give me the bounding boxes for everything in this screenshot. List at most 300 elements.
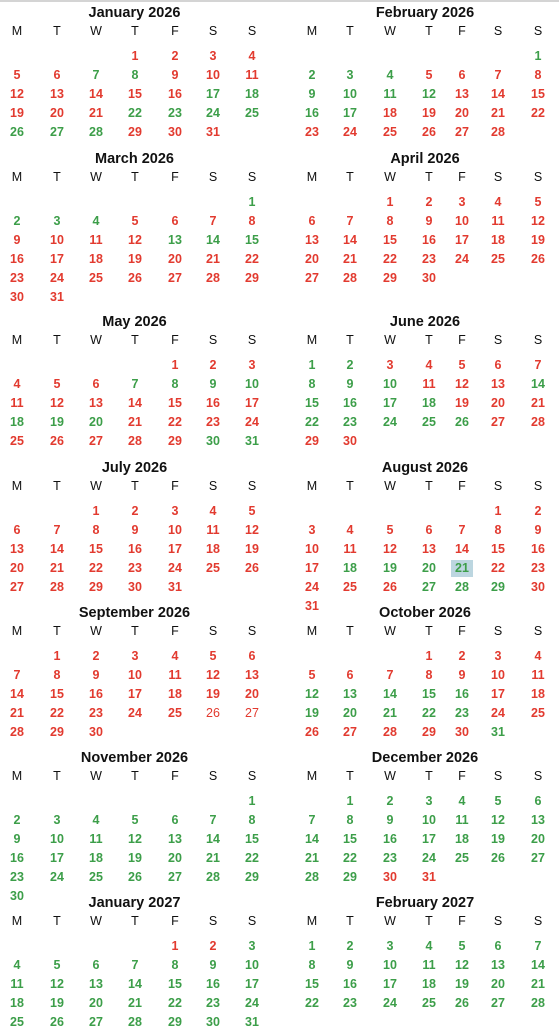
calendar-day[interactable]: 31 [245,434,259,448]
calendar-day[interactable]: 7 [494,68,502,82]
calendar-day[interactable]: 13 [343,687,357,701]
calendar-day[interactable]: 10 [305,542,319,556]
calendar-day[interactable]: 19 [422,106,436,120]
calendar-day[interactable]: 21 [531,977,545,991]
calendar-day[interactable]: 2 [308,68,316,82]
calendar-day[interactable]: 3 [248,939,256,953]
calendar-day[interactable]: 4 [13,958,21,972]
calendar-day[interactable]: 26 [245,561,259,575]
calendar-day[interactable]: 14 [206,233,220,247]
calendar-day[interactable]: 6 [171,214,179,228]
calendar-day[interactable]: 2 [13,813,21,827]
calendar-day[interactable]: 19 [383,561,397,575]
calendar-day[interactable]: 9 [13,832,21,846]
calendar-day[interactable]: 26 [50,434,64,448]
calendar-day[interactable]: 23 [206,996,220,1010]
calendar-day[interactable]: 2 [346,358,354,372]
calendar-day[interactable]: 30 [206,434,220,448]
calendar-day[interactable]: 16 [343,977,357,991]
calendar-day[interactable]: 6 [171,813,179,827]
calendar-day[interactable]: 15 [245,233,259,247]
calendar-day[interactable]: 19 [531,233,545,247]
calendar-day[interactable]: 24 [206,106,220,120]
calendar-day[interactable]: 30 [168,125,182,139]
calendar-day[interactable]: 22 [383,252,397,266]
calendar-day[interactable]: 12 [531,214,545,228]
calendar-day[interactable]: 14 [383,687,397,701]
calendar-day[interactable]: 5 [209,649,217,663]
calendar-day[interactable]: 28 [531,415,545,429]
calendar-day[interactable]: 8 [308,958,316,972]
calendar-day[interactable]: 17 [305,561,319,575]
calendar-day[interactable]: 5 [494,794,502,808]
calendar-day[interactable]: 21 [383,706,397,720]
calendar-day[interactable]: 7 [209,214,217,228]
calendar-day[interactable]: 12 [245,523,259,537]
calendar-day[interactable]: 8 [534,68,542,82]
calendar-day[interactable]: 10 [422,813,436,827]
calendar-day[interactable]: 27 [491,415,505,429]
calendar-day[interactable]: 28 [383,725,397,739]
calendar-day[interactable]: 4 [92,214,100,228]
calendar-day[interactable]: 21 [343,252,357,266]
calendar-day[interactable]: 12 [455,958,469,972]
calendar-day[interactable]: 15 [128,87,142,101]
calendar-day[interactable]: 7 [386,668,394,682]
calendar-day[interactable]: 3 [346,68,354,82]
calendar-day[interactable]: 13 [168,832,182,846]
calendar-day-today[interactable]: 21 [451,560,473,577]
calendar-day[interactable]: 30 [128,580,142,594]
calendar-day[interactable]: 10 [343,87,357,101]
calendar-day[interactable]: 28 [206,271,220,285]
calendar-day[interactable]: 30 [531,580,545,594]
calendar-day[interactable]: 6 [92,958,100,972]
calendar-day[interactable]: 7 [53,523,61,537]
calendar-day[interactable]: 11 [206,523,220,537]
calendar-day[interactable]: 27 [50,125,64,139]
calendar-day[interactable]: 18 [89,252,103,266]
calendar-day[interactable]: 29 [245,870,259,884]
calendar-day[interactable]: 7 [92,68,100,82]
calendar-day[interactable]: 13 [422,542,436,556]
calendar-day[interactable]: 30 [422,271,436,285]
calendar-day[interactable]: 9 [425,214,433,228]
calendar-day[interactable]: 20 [491,977,505,991]
calendar-day[interactable]: 22 [89,561,103,575]
calendar-day[interactable]: 21 [10,706,24,720]
calendar-day[interactable]: 13 [89,977,103,991]
calendar-day[interactable]: 29 [491,580,505,594]
calendar-day[interactable]: 25 [168,706,182,720]
calendar-day[interactable]: 5 [458,939,466,953]
calendar-day[interactable]: 1 [248,794,256,808]
calendar-day[interactable]: 20 [343,706,357,720]
calendar-day[interactable]: 11 [245,68,259,82]
calendar-day[interactable]: 4 [248,49,256,63]
calendar-day[interactable]: 14 [305,832,319,846]
calendar-day[interactable]: 23 [531,561,545,575]
calendar-day[interactable]: 23 [343,996,357,1010]
calendar-day[interactable]: 15 [422,687,436,701]
calendar-day[interactable]: 14 [128,396,142,410]
calendar-day[interactable]: 3 [386,939,394,953]
calendar-day[interactable]: 27 [10,580,24,594]
calendar-day[interactable]: 12 [50,396,64,410]
calendar-day[interactable]: 16 [383,832,397,846]
calendar-day[interactable]: 24 [455,252,469,266]
calendar-day[interactable]: 24 [422,851,436,865]
calendar-day[interactable]: 11 [89,832,103,846]
calendar-day[interactable]: 20 [50,106,64,120]
calendar-day[interactable]: 9 [308,87,316,101]
calendar-day[interactable]: 1 [131,49,139,63]
calendar-day[interactable]: 19 [455,977,469,991]
calendar-day[interactable]: 17 [245,396,259,410]
calendar-day[interactable]: 20 [168,252,182,266]
calendar-day[interactable]: 5 [534,195,542,209]
calendar-day[interactable]: 9 [131,523,139,537]
calendar-day[interactable]: 4 [494,195,502,209]
calendar-day[interactable]: 11 [343,542,357,556]
calendar-day[interactable]: 23 [168,106,182,120]
calendar-day[interactable]: 17 [491,687,505,701]
calendar-day[interactable]: 22 [305,415,319,429]
calendar-day[interactable]: 10 [128,668,142,682]
calendar-day[interactable]: 18 [10,415,24,429]
calendar-day[interactable]: 6 [494,358,502,372]
calendar-day[interactable]: 27 [343,725,357,739]
calendar-day[interactable]: 1 [308,358,316,372]
calendar-day[interactable]: 1 [248,195,256,209]
calendar-day[interactable]: 5 [425,68,433,82]
calendar-day[interactable]: 16 [10,252,24,266]
calendar-day[interactable]: 5 [131,214,139,228]
calendar-day[interactable]: 28 [491,125,505,139]
calendar-day[interactable]: 3 [131,649,139,663]
calendar-day[interactable]: 1 [53,649,61,663]
calendar-day[interactable]: 23 [10,271,24,285]
calendar-day[interactable]: 17 [168,542,182,556]
calendar-day[interactable]: 12 [422,87,436,101]
calendar-day[interactable]: 6 [346,668,354,682]
calendar-day[interactable]: 24 [383,415,397,429]
calendar-day[interactable]: 21 [128,415,142,429]
calendar-day[interactable]: 29 [245,271,259,285]
calendar-day[interactable]: 3 [494,649,502,663]
calendar-day[interactable]: 18 [491,233,505,247]
calendar-day[interactable]: 27 [245,706,259,720]
calendar-day[interactable]: 21 [89,106,103,120]
calendar-day[interactable]: 12 [383,542,397,556]
calendar-day[interactable]: 15 [383,233,397,247]
calendar-day[interactable]: 4 [458,794,466,808]
calendar-day[interactable]: 20 [245,687,259,701]
calendar-day[interactable]: 29 [50,725,64,739]
calendar-day[interactable]: 14 [10,687,24,701]
calendar-day[interactable]: 26 [422,125,436,139]
calendar-day[interactable]: 5 [308,668,316,682]
calendar-day[interactable]: 26 [10,125,24,139]
calendar-day[interactable]: 25 [422,996,436,1010]
calendar-day[interactable]: 26 [128,271,142,285]
calendar-day[interactable]: 2 [209,358,217,372]
calendar-day[interactable]: 9 [458,668,466,682]
calendar-day[interactable]: 6 [248,649,256,663]
calendar-day[interactable]: 28 [455,580,469,594]
calendar-day[interactable]: 2 [346,939,354,953]
calendar-day[interactable]: 23 [10,870,24,884]
calendar-day[interactable]: 26 [128,870,142,884]
calendar-day[interactable]: 19 [10,106,24,120]
calendar-day[interactable]: 15 [89,542,103,556]
calendar-day[interactable]: 1 [425,649,433,663]
calendar-day[interactable]: 13 [491,958,505,972]
calendar-day[interactable]: 23 [128,561,142,575]
calendar-day[interactable]: 23 [89,706,103,720]
calendar-day[interactable]: 25 [383,125,397,139]
calendar-day[interactable]: 17 [343,106,357,120]
calendar-day[interactable]: 10 [383,377,397,391]
calendar-day[interactable]: 5 [53,958,61,972]
calendar-day[interactable]: 1 [346,794,354,808]
calendar-day[interactable]: 16 [10,851,24,865]
calendar-day[interactable]: 28 [531,996,545,1010]
calendar-day[interactable]: 15 [491,542,505,556]
calendar-day[interactable]: 13 [10,542,24,556]
calendar-day[interactable]: 1 [171,358,179,372]
calendar-day[interactable]: 8 [346,813,354,827]
calendar-day[interactable]: 27 [305,271,319,285]
calendar-day[interactable]: 15 [50,687,64,701]
calendar-day[interactable]: 25 [89,271,103,285]
calendar-day[interactable]: 4 [92,813,100,827]
calendar-day[interactable]: 7 [308,813,316,827]
calendar-day[interactable]: 26 [383,580,397,594]
calendar-day[interactable]: 29 [305,434,319,448]
calendar-day[interactable]: 9 [346,377,354,391]
calendar-day[interactable]: 22 [245,851,259,865]
calendar-day[interactable]: 10 [491,668,505,682]
calendar-day[interactable]: 26 [455,415,469,429]
calendar-day[interactable]: 12 [128,233,142,247]
calendar-day[interactable]: 12 [305,687,319,701]
calendar-day[interactable]: 11 [89,233,103,247]
calendar-day[interactable]: 1 [92,504,100,518]
calendar-day[interactable]: 18 [531,687,545,701]
calendar-day[interactable]: 6 [92,377,100,391]
calendar-day[interactable]: 24 [245,996,259,1010]
calendar-day[interactable]: 14 [128,977,142,991]
calendar-day[interactable]: 6 [494,939,502,953]
calendar-day[interactable]: 21 [206,252,220,266]
calendar-day[interactable]: 7 [131,958,139,972]
calendar-day[interactable]: 26 [50,1015,64,1029]
calendar-day[interactable]: 31 [491,725,505,739]
calendar-day[interactable]: 25 [531,706,545,720]
calendar-day[interactable]: 22 [128,106,142,120]
calendar-day[interactable]: 8 [494,523,502,537]
calendar-day[interactable]: 31 [168,580,182,594]
calendar-day[interactable]: 20 [531,832,545,846]
calendar-day[interactable]: 22 [168,996,182,1010]
calendar-day[interactable]: 18 [89,851,103,865]
calendar-day[interactable]: 2 [171,49,179,63]
calendar-day[interactable]: 2 [386,794,394,808]
calendar-day[interactable]: 26 [531,252,545,266]
calendar-day[interactable]: 13 [89,396,103,410]
calendar-day[interactable]: 29 [383,271,397,285]
calendar-day[interactable]: 23 [422,252,436,266]
calendar-day[interactable]: 5 [248,504,256,518]
calendar-day[interactable]: 10 [50,233,64,247]
calendar-day[interactable]: 31 [422,870,436,884]
calendar-day[interactable]: 28 [305,870,319,884]
calendar-day[interactable]: 9 [171,68,179,82]
calendar-day[interactable]: 27 [168,271,182,285]
calendar-day[interactable]: 15 [531,87,545,101]
calendar-day[interactable]: 28 [343,271,357,285]
calendar-day[interactable]: 25 [491,252,505,266]
calendar-day[interactable]: 9 [209,958,217,972]
calendar-day[interactable]: 16 [89,687,103,701]
calendar-day[interactable]: 16 [305,106,319,120]
calendar-day[interactable]: 9 [92,668,100,682]
calendar-day[interactable]: 6 [53,68,61,82]
calendar-day[interactable]: 8 [248,813,256,827]
calendar-day[interactable]: 4 [13,377,21,391]
calendar-day[interactable]: 26 [305,725,319,739]
calendar-day[interactable]: 14 [531,958,545,972]
calendar-day[interactable]: 14 [343,233,357,247]
calendar-day[interactable]: 4 [386,68,394,82]
calendar-day[interactable]: 24 [305,580,319,594]
calendar-day[interactable]: 30 [89,725,103,739]
calendar-day[interactable]: 20 [168,851,182,865]
calendar-day[interactable]: 24 [383,996,397,1010]
calendar-day[interactable]: 19 [50,415,64,429]
calendar-day[interactable]: 30 [10,290,24,304]
calendar-day[interactable]: 19 [491,832,505,846]
calendar-day[interactable]: 27 [531,851,545,865]
calendar-day[interactable]: 21 [50,561,64,575]
calendar-day[interactable]: 18 [383,106,397,120]
calendar-day[interactable]: 27 [89,434,103,448]
calendar-day[interactable]: 1 [494,504,502,518]
calendar-day[interactable]: 29 [422,725,436,739]
calendar-day[interactable]: 19 [245,542,259,556]
calendar-day[interactable]: 24 [168,561,182,575]
calendar-day[interactable]: 21 [531,396,545,410]
calendar-day[interactable]: 10 [455,214,469,228]
calendar-day[interactable]: 10 [383,958,397,972]
calendar-day[interactable]: 5 [13,68,21,82]
calendar-day[interactable]: 30 [455,725,469,739]
calendar-day[interactable]: 1 [534,49,542,63]
calendar-day[interactable]: 5 [386,523,394,537]
calendar-day[interactable]: 4 [346,523,354,537]
calendar-day[interactable]: 28 [206,870,220,884]
calendar-day[interactable]: 4 [209,504,217,518]
calendar-day[interactable]: 15 [168,396,182,410]
calendar-day[interactable]: 15 [343,832,357,846]
calendar-day[interactable]: 19 [206,687,220,701]
calendar-day[interactable]: 15 [305,396,319,410]
calendar-day[interactable]: 12 [455,377,469,391]
calendar-day[interactable]: 8 [386,214,394,228]
calendar-day[interactable]: 11 [491,214,505,228]
calendar-day[interactable]: 3 [53,214,61,228]
calendar-day[interactable]: 3 [171,504,179,518]
calendar-day[interactable]: 30 [383,870,397,884]
calendar-day[interactable]: 2 [92,649,100,663]
calendar-day[interactable]: 20 [89,415,103,429]
calendar-day[interactable]: 22 [491,561,505,575]
calendar-day[interactable]: 4 [171,649,179,663]
calendar-day[interactable]: 9 [346,958,354,972]
calendar-day[interactable]: 8 [248,214,256,228]
calendar-day[interactable]: 28 [50,580,64,594]
calendar-day[interactable]: 17 [422,832,436,846]
calendar-day[interactable]: 8 [171,958,179,972]
calendar-day[interactable]: 15 [245,832,259,846]
calendar-day[interactable]: 25 [343,580,357,594]
calendar-day[interactable]: 22 [422,706,436,720]
calendar-day[interactable]: 23 [343,415,357,429]
calendar-day[interactable]: 8 [53,668,61,682]
calendar-day[interactable]: 28 [128,1015,142,1029]
calendar-day[interactable]: 4 [425,939,433,953]
calendar-day[interactable]: 9 [13,233,21,247]
calendar-day[interactable]: 23 [455,706,469,720]
calendar-day[interactable]: 28 [128,434,142,448]
calendar-day[interactable]: 17 [50,252,64,266]
calendar-day[interactable]: 12 [50,977,64,991]
calendar-day[interactable]: 23 [305,125,319,139]
calendar-day[interactable]: 1 [308,939,316,953]
calendar-day[interactable]: 17 [206,87,220,101]
calendar-day[interactable]: 16 [422,233,436,247]
calendar-day[interactable]: 7 [458,523,466,537]
calendar-day[interactable]: 19 [455,396,469,410]
calendar-day[interactable]: 16 [168,87,182,101]
calendar-day[interactable]: 17 [128,687,142,701]
calendar-day[interactable]: 20 [305,252,319,266]
calendar-day[interactable]: 8 [425,668,433,682]
calendar-day[interactable]: 30 [10,889,24,903]
calendar-day[interactable]: 29 [343,870,357,884]
calendar-day[interactable]: 8 [131,68,139,82]
calendar-day[interactable]: 27 [491,996,505,1010]
calendar-day[interactable]: 9 [534,523,542,537]
calendar-day[interactable]: 23 [383,851,397,865]
calendar-day[interactable]: 12 [128,832,142,846]
calendar-day[interactable]: 25 [245,106,259,120]
calendar-day[interactable]: 7 [534,939,542,953]
calendar-day[interactable]: 17 [383,977,397,991]
calendar-day[interactable]: 5 [131,813,139,827]
calendar-day[interactable]: 27 [455,125,469,139]
calendar-day[interactable]: 3 [209,49,217,63]
calendar-day[interactable]: 22 [531,106,545,120]
calendar-day[interactable]: 13 [50,87,64,101]
calendar-day[interactable]: 11 [10,977,24,991]
calendar-day[interactable]: 22 [50,706,64,720]
calendar-day[interactable]: 17 [383,396,397,410]
calendar-day[interactable]: 24 [128,706,142,720]
calendar-day[interactable]: 18 [10,996,24,1010]
calendar-day[interactable]: 11 [10,396,24,410]
